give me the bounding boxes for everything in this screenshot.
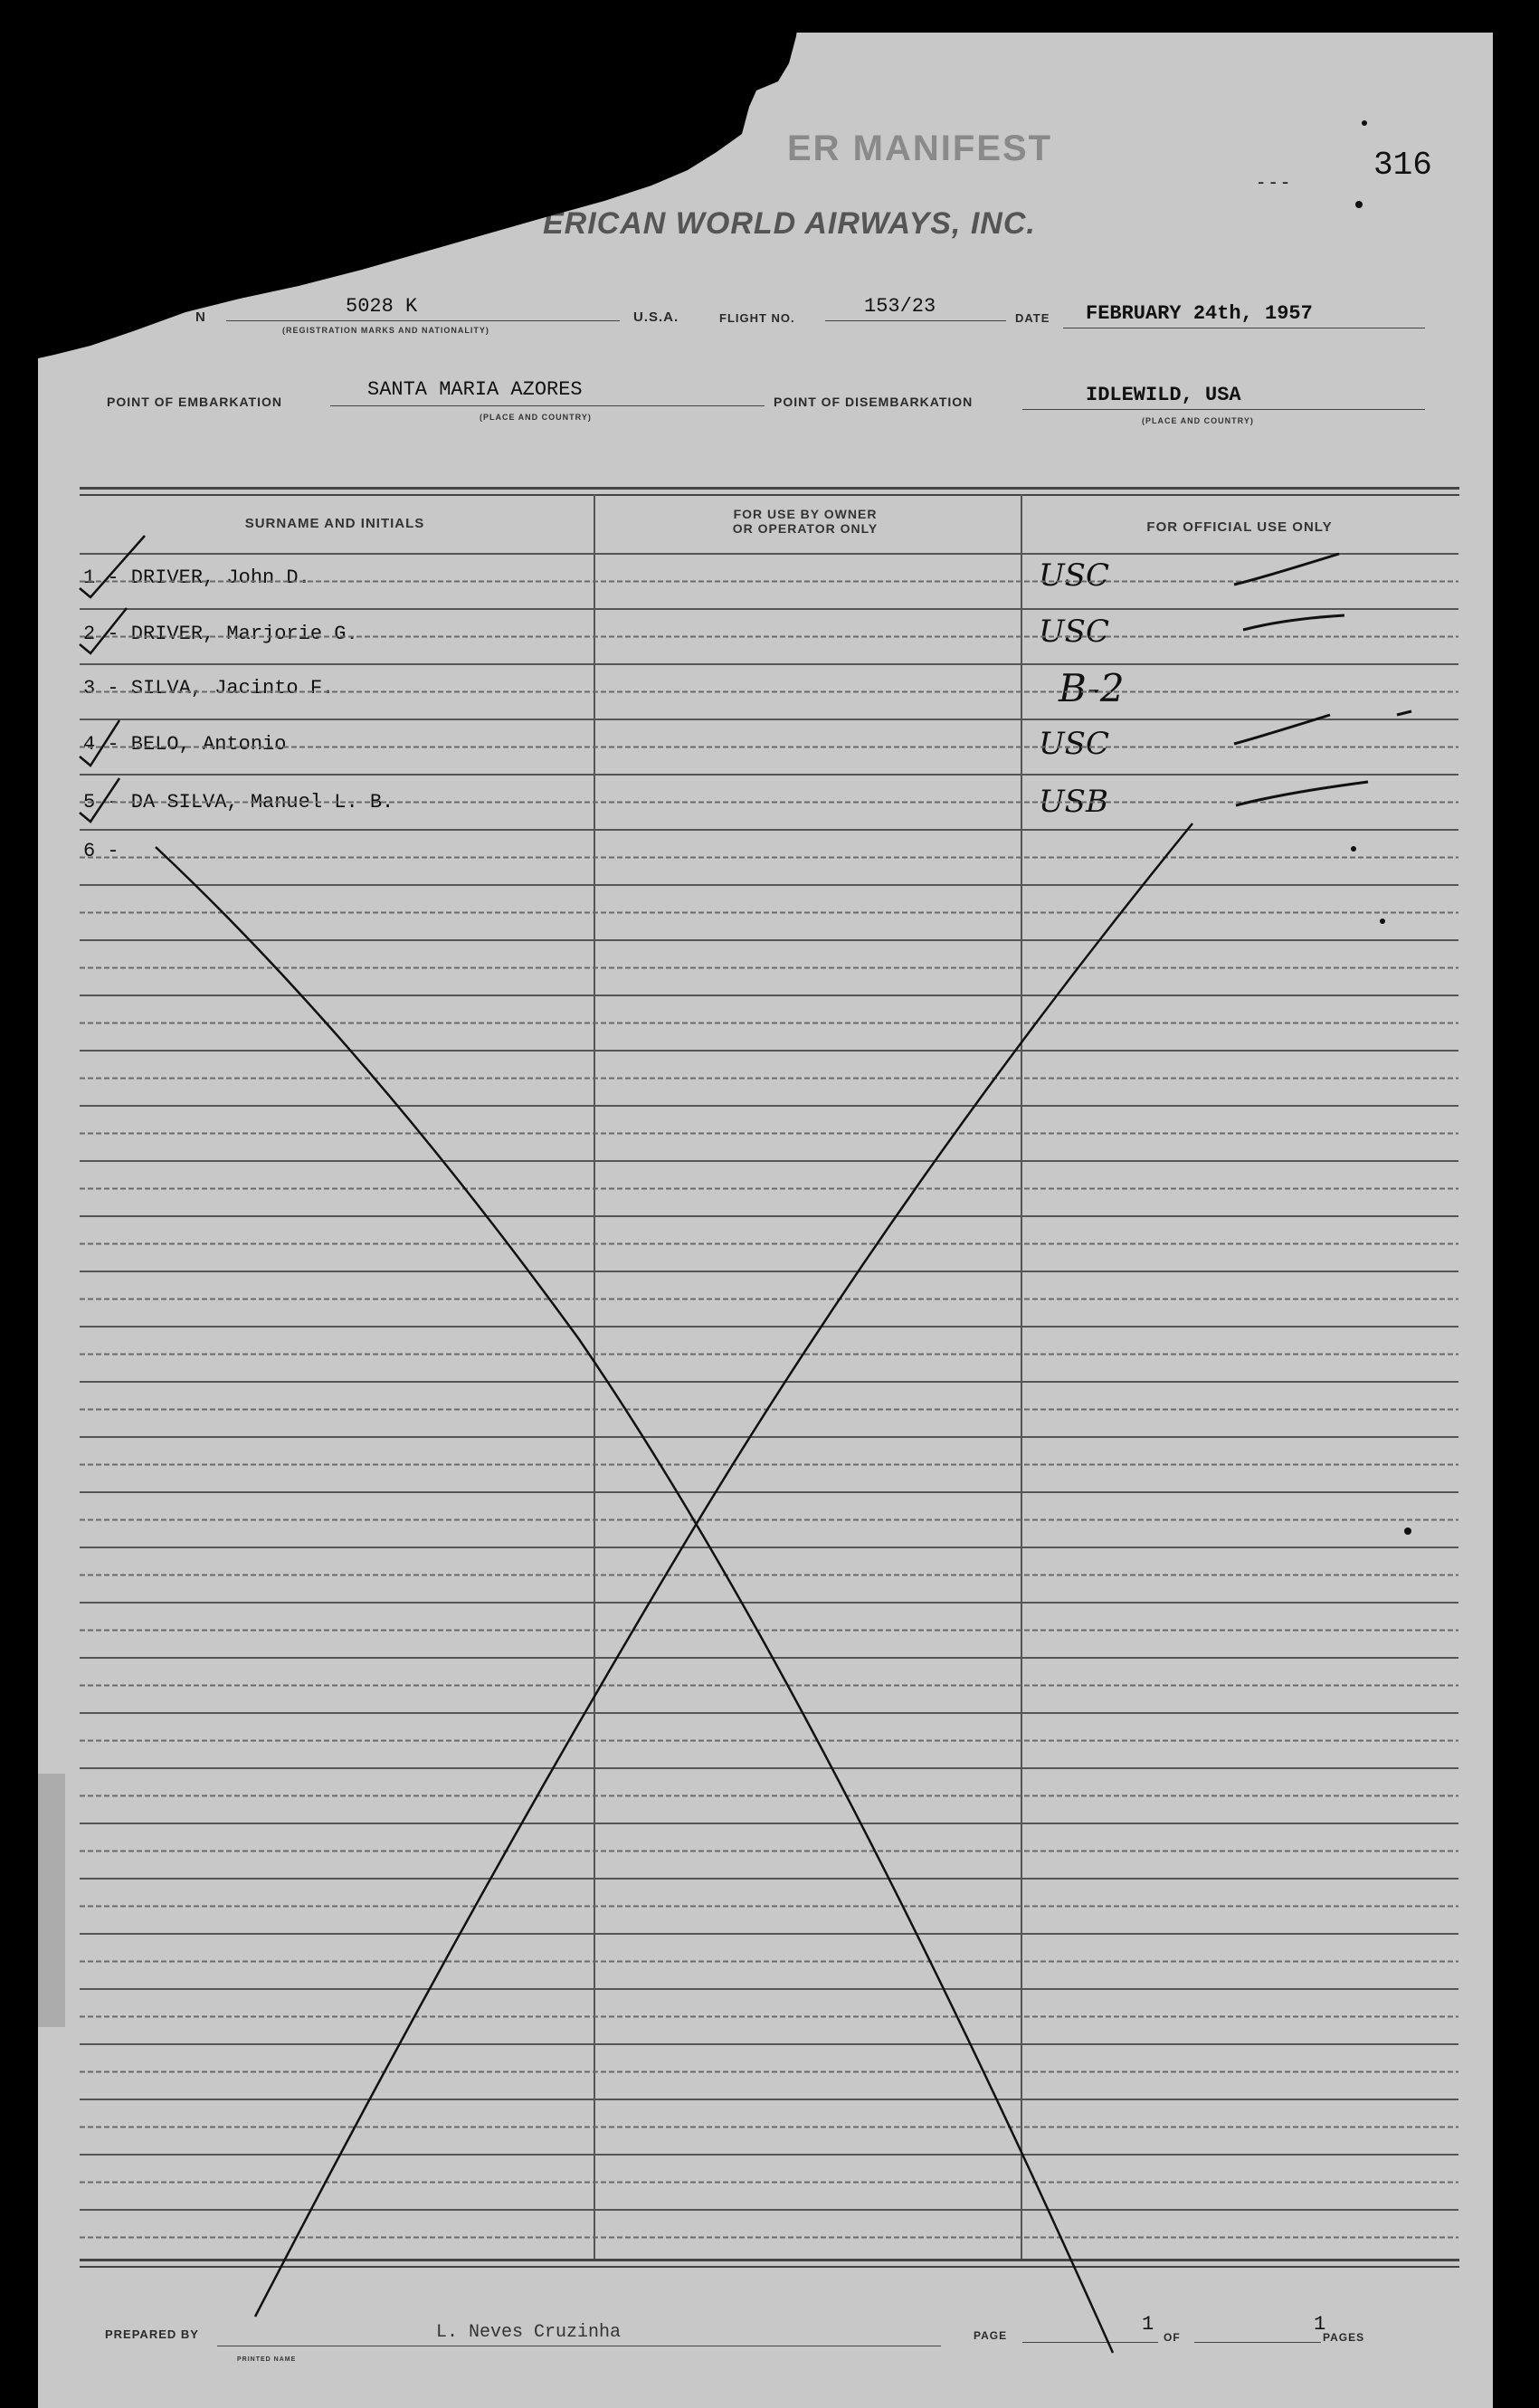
- column-header-owner: FOR USE BY OWNER OR OPERATOR ONLY: [732, 507, 879, 536]
- embarkation-caption: (PLACE AND COUNTRY): [480, 413, 592, 422]
- disembarkation-value: IDLEWILD, USA: [1086, 384, 1241, 406]
- torn-corner: [0, 0, 801, 358]
- disembarkation-label: POINT OF DISEMBARKATION: [774, 395, 974, 409]
- of-label: OF: [1164, 2331, 1181, 2344]
- left-edge-shadow: [38, 1774, 65, 2027]
- registration-label-fragment: N: [195, 309, 206, 325]
- official-check-marks: [1234, 554, 1411, 805]
- date-label: DATE: [1015, 311, 1050, 325]
- registration-value: 5028 K: [346, 295, 418, 318]
- passenger-row-1: 1 - DRIVER, John D.: [83, 566, 310, 589]
- prepared-by-value: L. Neves Cruzinha: [436, 2322, 622, 2343]
- official-code-2: USC: [1039, 614, 1109, 650]
- official-code-5: USB: [1039, 784, 1108, 820]
- page-stamp-number: 316: [1373, 147, 1432, 184]
- page-label: PAGE: [974, 2329, 1008, 2342]
- printed-name-caption: PRINTED NAME: [237, 2356, 297, 2363]
- prepared-by-label: PREPARED BY: [105, 2327, 199, 2341]
- column-header-surname: SURNAME AND INITIALS: [244, 516, 425, 531]
- stray-dots: [1351, 120, 1411, 1535]
- passenger-row-4: 4 - BELO, Antonio: [83, 733, 287, 756]
- row-check-marks: [80, 536, 145, 822]
- embarkation-value: SANTA MARIA AZORES: [367, 378, 583, 401]
- registration-caption: (REGISTRATION MARKS AND NATIONALITY): [282, 326, 489, 335]
- embarkation-label: POINT OF EMBARKATION: [107, 395, 282, 409]
- pages-label: PAGES: [1323, 2331, 1365, 2344]
- passenger-row-6: 6 -: [83, 840, 119, 862]
- official-code-4: USC: [1039, 726, 1109, 762]
- passenger-row-5: 5 - DA SILVA, Manuel L. B.: [83, 791, 394, 814]
- passenger-row-3: 3 - SILVA, Jacinto F.: [83, 677, 335, 700]
- disembarkation-caption: (PLACE AND COUNTRY): [1142, 416, 1254, 425]
- official-code-3: B-2: [1059, 666, 1125, 710]
- date-value: FEBRUARY 24th, 1957: [1086, 302, 1313, 325]
- manifest-title: ER MANIFEST: [787, 128, 1053, 168]
- ruled-lines: [80, 554, 1458, 2238]
- usa-label: U.S.A.: [633, 309, 679, 325]
- stamp-dashes: - - -: [1258, 170, 1289, 193]
- pages-value: 1: [1314, 2313, 1326, 2336]
- page-value: 1: [1142, 2313, 1154, 2336]
- airline-name: ERICAN WORLD AIRWAYS, INC.: [543, 206, 1036, 241]
- column-header-official: FOR OFFICIAL USE ONLY: [1146, 519, 1333, 535]
- passenger-row-2: 2 - DRIVER, Marjorie G.: [83, 623, 358, 645]
- flight-no-value: 153/23: [864, 295, 936, 318]
- official-code-1: USC: [1039, 557, 1109, 594]
- cross-out-x: [156, 823, 1192, 2353]
- flight-no-label: FLIGHT NO.: [719, 311, 795, 325]
